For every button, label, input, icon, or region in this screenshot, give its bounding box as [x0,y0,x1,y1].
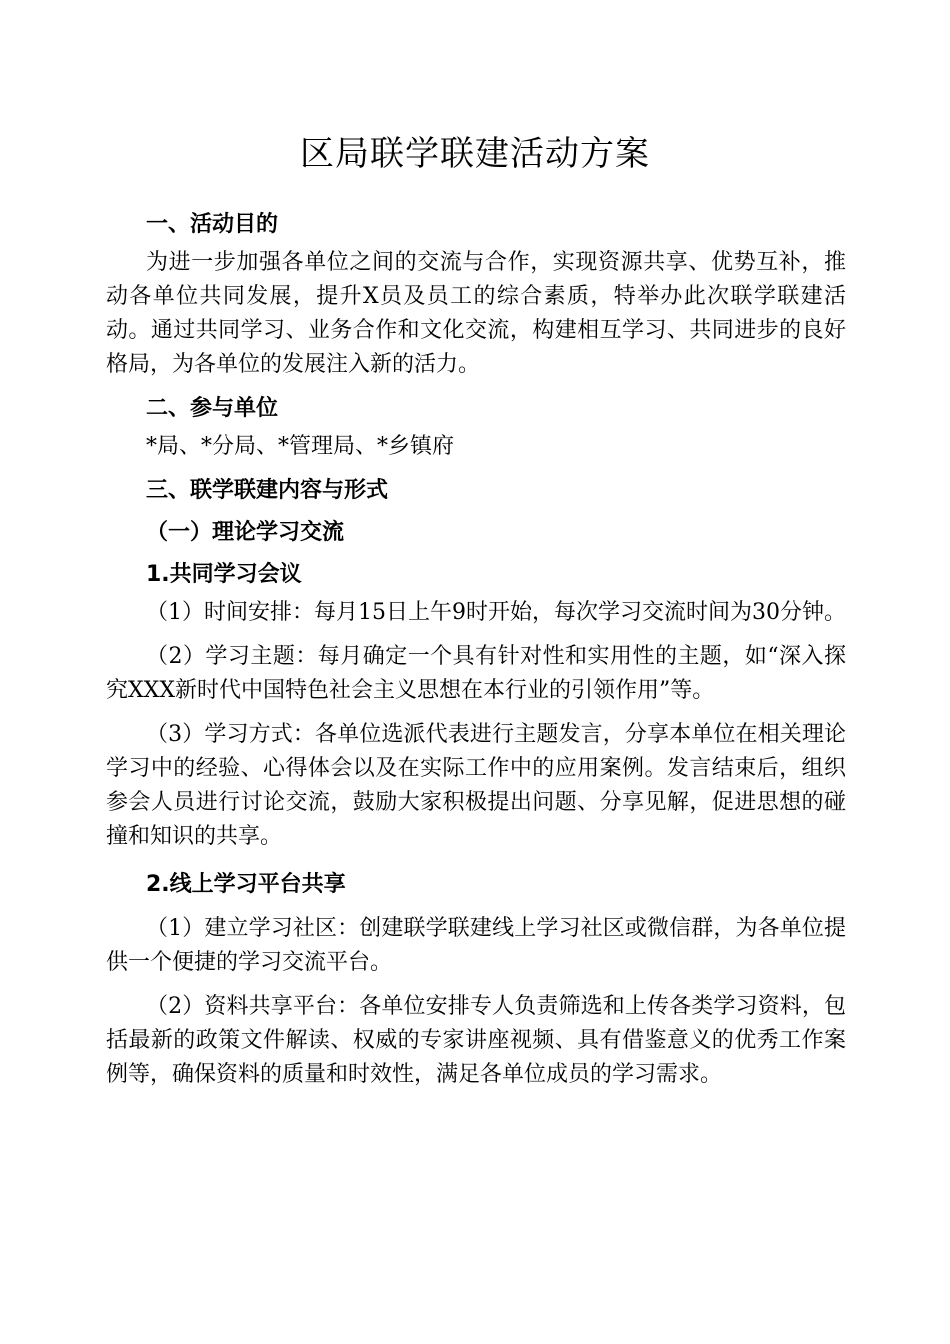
item-heading-joint-meeting: 1.共同学习会议 [146,562,302,587]
subsection-heading-theory: （一）理论学习交流 [146,520,345,545]
item-heading-online-platform: 2.线上学习平台共享 [146,872,346,897]
spacer [106,630,846,640]
paragraph-method: （3）学习方式：各单位选派代表进行主题发言，分享本单位在相关理论学习中的经验、心得体会以及在实际工作中的应用案例。发言结束后，组织参会人员进行讨论交流，鼓励大家积极提出问题、分享见解，促进思想的碰撞和知识的共享。 [106,722,846,849]
paragraph-topic: （2）学习主题：每月确定一个具有针对性和实用性的主题，如“深入探究XXX新时代中国特色社会主义思想在本行业的引领作用”等。 [106,644,846,703]
section-heading-participants: 二、参与单位 [146,396,279,421]
paragraph-purpose: 为进一步加强各单位之间的交流与合作，实现资源共享、优势互补，推动各单位共同发展，提升X员及员工的综合素质，特举办此次联学联建活动。通过共同学习、业务合作和文化交流，构建相互学习、共同进步的良好格局，为各单位的发展注入新的活力。 [106,250,846,377]
document-title: 区局联学联建活动方案 [300,134,650,174]
section-heading-purpose: 一、活动目的 [146,212,279,237]
paragraph-participants: *局、*分局、*管理局、*乡镇府 [146,434,455,459]
spacer [106,708,846,718]
paragraph-resource-sharing: （2）资料共享平台：各单位安排专人负责筛选和上传各类学习资料，包括最新的政策文件解读、权威的专家讲座视频、具有借鉴意义的优秀工作案例等，确保资料的质量和时效性，满足各单位成员的学习需求。 [106,994,846,1087]
paragraph-schedule: （1）时间安排：每月15日上午9时开始，每次学习交流时间为30分钟。 [146,600,846,625]
section-heading-content: 三、联学联建内容与形式 [146,478,389,503]
spacer [106,854,846,864]
paragraph-community: （1）建立学习社区：创建联学联建线上学习社区或微信群，为各单位提供一个便捷的学习交流平台。 [106,916,846,975]
document-body [106,204,846,1092]
spacer [106,980,846,990]
